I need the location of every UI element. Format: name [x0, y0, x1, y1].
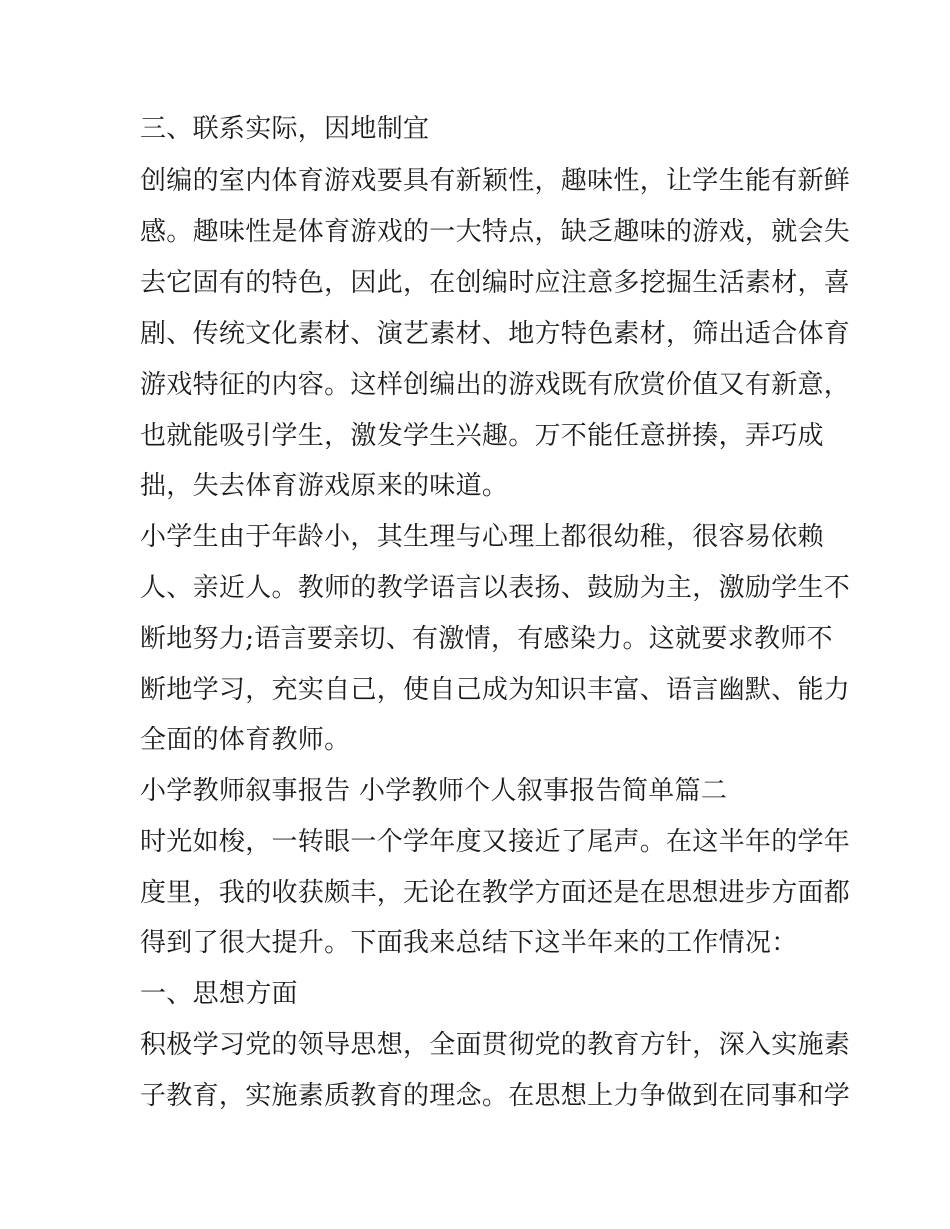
- paragraph-line: 全面的体育教师。: [140, 725, 351, 755]
- paragraph-line: 游戏特征的内容。这样创编出的游戏既有欣赏价值又有新意，: [140, 370, 851, 400]
- article-title: 小学教师叙事报告 小学教师个人叙事报告简单篇二: [140, 776, 728, 806]
- paragraph-line: 断地学习，充实自己，使自己成为知识丰富、语言幽默、能力: [140, 675, 851, 705]
- paragraph-line: 子教育，实施素质教育的理念。在思想上力争做到在同事和学: [140, 1081, 851, 1111]
- paragraph-line: 小学生由于年龄小，其生理与心理上都很幼稚，很容易依赖: [140, 522, 824, 552]
- paragraph-line: 人、亲近人。教师的教学语言以表扬、鼓励为主，激励学生不: [140, 573, 851, 603]
- section-heading: 一、思想方面: [140, 979, 298, 1009]
- paragraph-line: 得到了很大提升。下面我来总结下这半年来的工作情况：: [140, 928, 798, 958]
- paragraph-line: 时光如梭，一转眼一个学年度又接近了尾声。在这半年的学年: [140, 827, 851, 857]
- paragraph-line: 创编的室内体育游戏要具有新颖性，趣味性，让学生能有新鲜: [140, 166, 851, 196]
- paragraph-line: 积极学习党的领导思想，全面贯彻党的教育方针，深入实施素: [140, 1030, 851, 1060]
- paragraph-line: 拙，失去体育游戏原来的味道。: [140, 471, 509, 501]
- paragraph-line: 剧、传统文化素材、演艺素材、地方特色素材，筛出适合体育: [140, 319, 851, 349]
- paragraph-line: 断地努力;语言要亲切、有激情，有感染力。这就要求教师不: [140, 624, 833, 654]
- paragraph-line: 度里，我的收获颇丰，无论在教学方面还是在思想进步方面都: [140, 878, 851, 908]
- paragraph-line: 也就能吸引学生，激发学生兴趣。万不能任意拼揍，弄巧成: [140, 421, 824, 451]
- section-heading: 三、联系实际，因地制宜: [140, 114, 430, 144]
- paragraph-line: 去它固有的特色，因此，在创编时应注意多挖掘生活素材，喜: [140, 268, 851, 298]
- paragraph-line: 感。趣味性是体育游戏的一大特点，缺乏趣味的游戏，就会失: [140, 217, 851, 247]
